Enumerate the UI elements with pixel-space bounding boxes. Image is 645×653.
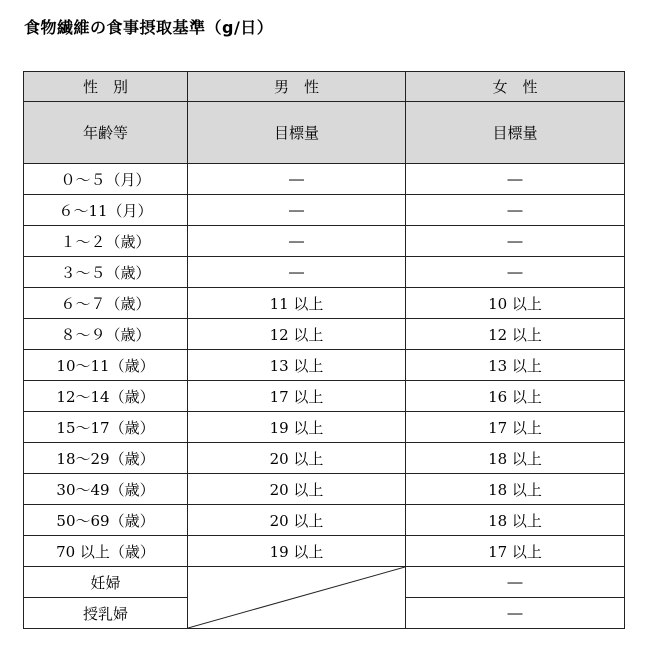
male-value: 20 以上 [188,443,406,474]
male-value: ― [188,226,406,257]
table-row [24,195,625,226]
age-cell: 30～49（歳） [24,474,188,505]
header-female-target: 目標量 [406,102,625,164]
age-cell: ８～９（歳） [24,319,188,350]
male-value: ― [188,195,406,226]
female-value: 10 以上 [406,288,625,319]
female-value: 16 以上 [406,381,625,412]
table-row [24,350,625,381]
header-row-sex [24,72,625,102]
diagonal-line [188,567,405,628]
table-row [24,381,625,412]
table-row [24,443,625,474]
table-row [24,226,625,257]
special-label-cell: 妊婦 [24,567,188,598]
female-value: ― [406,567,625,598]
table-row [24,536,625,567]
not-applicable-diagonal-cell [188,567,406,629]
age-cell: ６～11（月） [24,195,188,226]
age-cell: １～２（歳） [24,226,188,257]
age-cell: ６～７（歳） [24,288,188,319]
male-value: 13 以上 [188,350,406,381]
header-male-target: 目標量 [188,102,406,164]
table-row [24,505,625,536]
header-age-group: 年齢等 [24,102,188,164]
female-value: ― [406,226,625,257]
header-female: 女 性 [406,72,625,102]
male-value: ― [188,164,406,195]
male-value: 19 以上 [188,412,406,443]
female-value: 17 以上 [406,536,625,567]
male-value: 11 以上 [188,288,406,319]
age-cell: 15～17（歳） [24,412,188,443]
female-value: ― [406,195,625,226]
male-value: 20 以上 [188,474,406,505]
table-row [24,412,625,443]
age-cell: 18～29（歳） [24,443,188,474]
table-row [24,164,625,195]
male-value: 12 以上 [188,319,406,350]
female-value: 17 以上 [406,412,625,443]
age-cell: 70 以上（歳） [24,536,188,567]
age-cell: 10～11（歳） [24,350,188,381]
age-cell: 12～14（歳） [24,381,188,412]
female-value: 18 以上 [406,474,625,505]
page-title: 食物繊維の食事摂取基準（g/日） [24,18,274,37]
male-value: 17 以上 [188,381,406,412]
dietary-fiber-table [23,71,625,629]
female-value: 18 以上 [406,505,625,536]
male-value: 19 以上 [188,536,406,567]
table-row [24,319,625,350]
male-value: ― [188,257,406,288]
table-row [24,474,625,505]
female-value: ― [406,598,625,629]
header-male: 男 性 [188,72,406,102]
female-value: 18 以上 [406,443,625,474]
female-value: 12 以上 [406,319,625,350]
female-value: ― [406,257,625,288]
age-cell: ３～５（歳） [24,257,188,288]
female-value: 13 以上 [406,350,625,381]
female-value: ― [406,164,625,195]
table-row [24,257,625,288]
table-row [24,288,625,319]
age-cell: ０～５（月） [24,164,188,195]
header-sex: 性 別 [24,72,188,102]
special-label-cell: 授乳婦 [24,598,188,629]
male-value: 20 以上 [188,505,406,536]
header-row-target [24,102,625,164]
table-row-pregnant [24,567,625,598]
age-cell: 50～69（歳） [24,505,188,536]
